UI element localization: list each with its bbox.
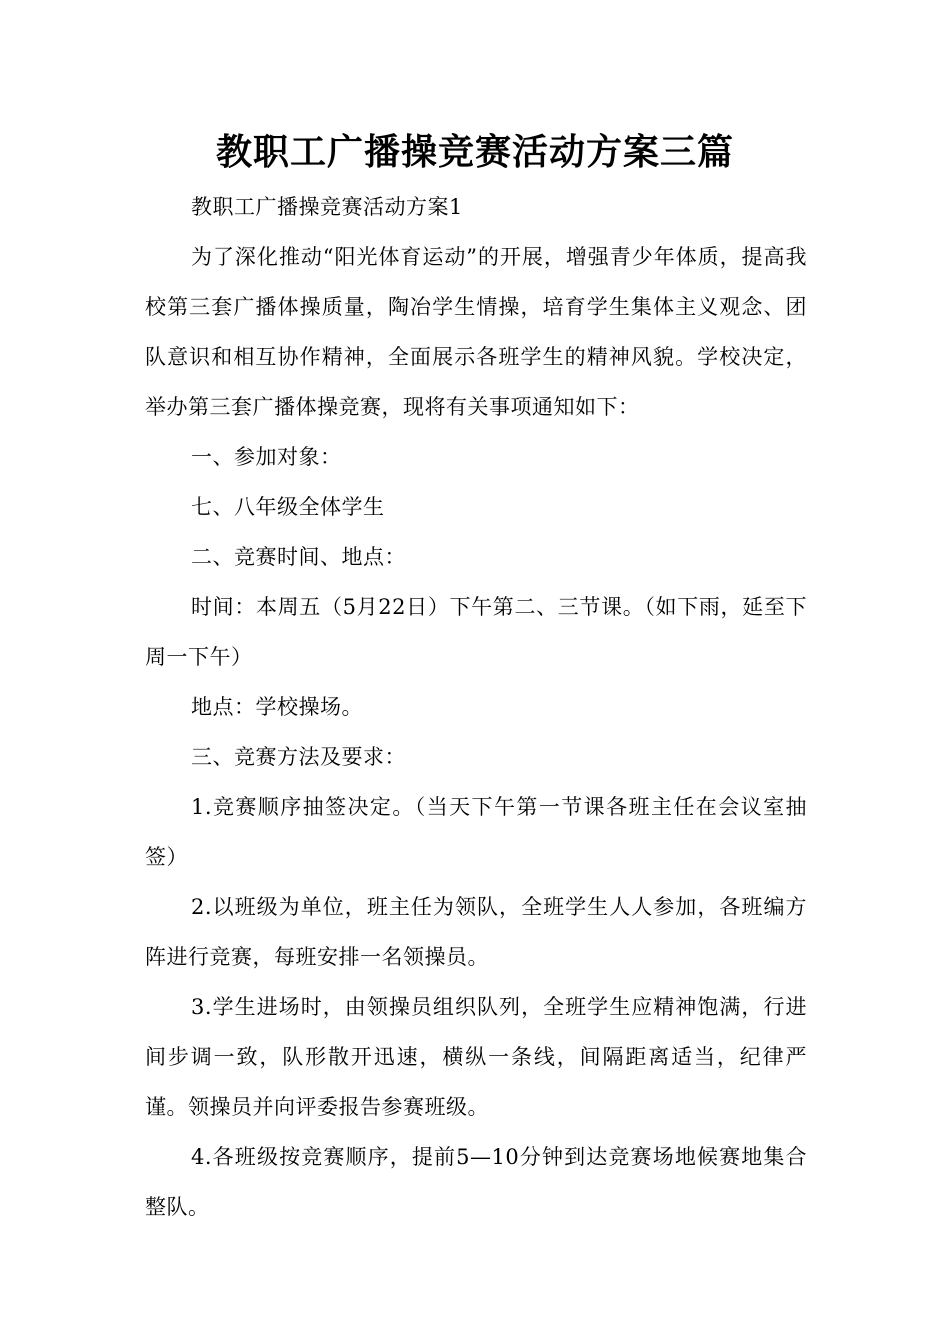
paragraph-section-participants: 一、参加对象：: [191, 445, 342, 469]
paragraph-section-method: 三、竞赛方法及要求：: [191, 745, 406, 769]
paragraph-rule-4: 4.各班级按竞赛顺序，提前5—10分钟到达竞赛场地候赛地集合整队。: [145, 1145, 807, 1219]
paragraph-section-time-place: 二、竞赛时间、地点：: [191, 545, 406, 569]
paragraph-time: 时间：本周五（5月22日）下午第二、三节课。（如下雨，延至下周一下午）: [145, 595, 807, 669]
paragraph-rule-1: 1.竞赛顺序抽签决定。（当天下午第一节课各班主任在会议室抽签）: [145, 795, 807, 869]
paragraph-participants: 七、八年级全体学生: [191, 495, 385, 519]
paragraph-subtitle: 教职工广播操竞赛活动方案1: [191, 195, 463, 219]
document-body: [145, 182, 807, 1232]
paragraph-rule-2: 2.以班级为单位，班主任为领队，全班学生人人参加，各班编方阵进行竞赛，每班安排一名领操员。: [145, 895, 807, 969]
document-title: 教职工广播操竞赛活动方案三篇: [215, 132, 734, 173]
paragraph-place: 地点：学校操场。: [191, 695, 363, 719]
paragraph-rule-3: 3.学生进场时，由领操员组织队列，全班学生应精神饱满，行进间步调一致，队形散开迅速，横纵一条线，间隔距离适当，纪律严谨。领操员并向评委报告参赛班级。: [145, 995, 807, 1119]
paragraph-intro: 为了深化推动“阳光体育运动”的开展，增强青少年体质，提高我校第三套广播体操质量，陶冶学生情操，培育学生集体主义观念、团队意识和相互协作精神，全面展示各班学生的精神风貌。学校决定，举办第三套广播体操竞赛，现将有关事项通知如下：: [145, 245, 807, 419]
